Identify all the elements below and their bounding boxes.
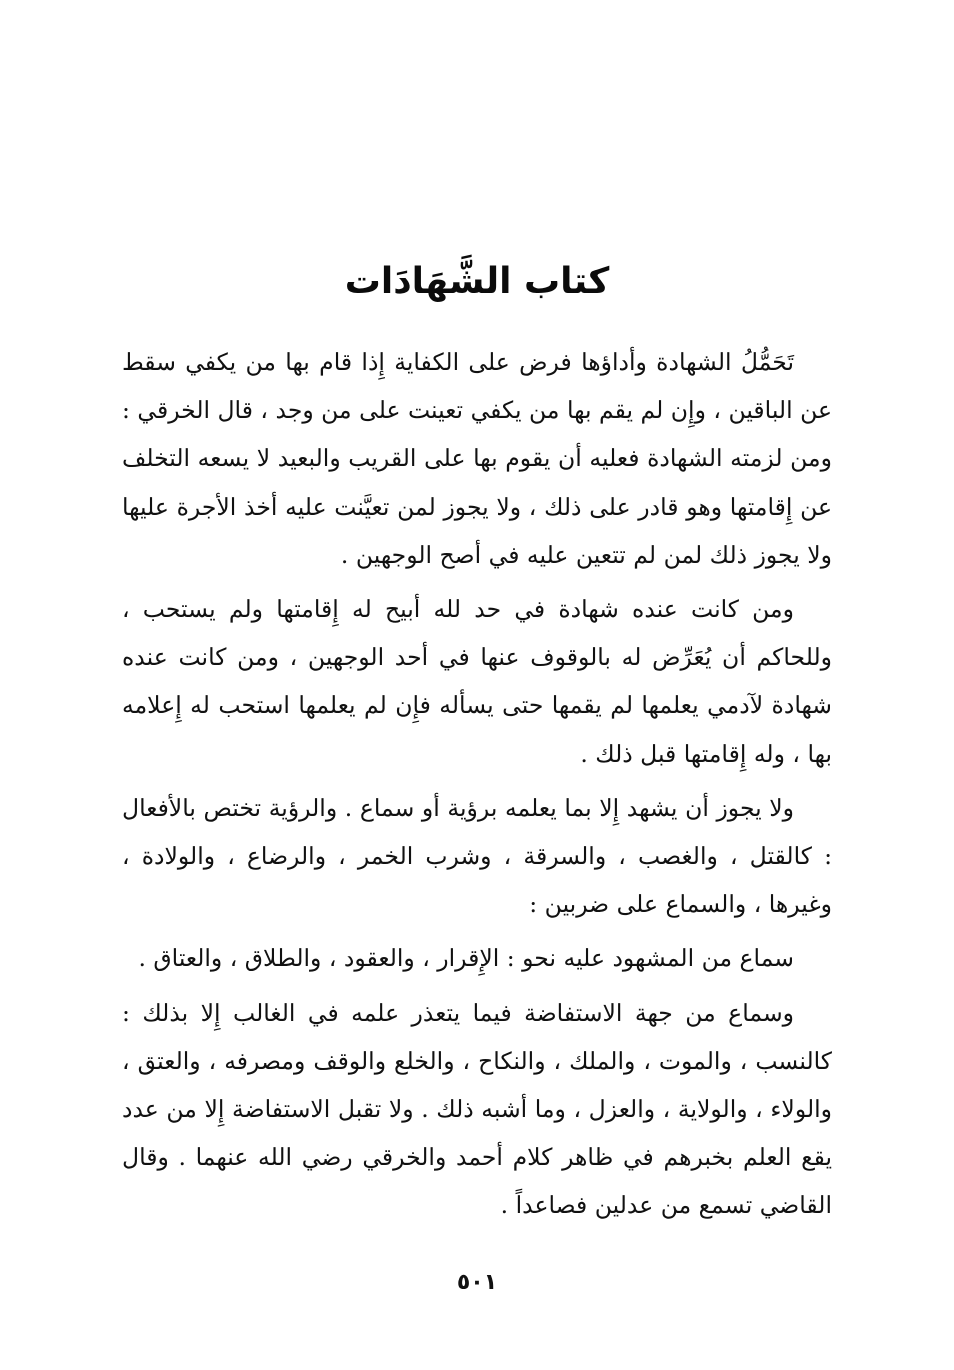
page-number: ٥٠١: [456, 1270, 498, 1295]
paragraph-2: ومن كانت عنده شهادة في حد لله أبيح له إِقامتها ولم يستحب ، وللحاكم أن يُعَرِّض له بالوقوف عنها في أحد الوجهين ، ومن كانت عنده شهادة لآدمي يعلمها لم يقمها حتى يسأله فإِن لم يعلمها استحب له إِعلامه بها ، وله إِقامتها قبل ذلك .: [122, 595, 832, 768]
paragraph-4: سماع من المشهود عليه نحو : الإِقرار ، والعقود ، والطلاق ، والعتاق .: [138, 944, 794, 973]
chapter-title: كتاب الشَّهَادَات: [344, 261, 610, 303]
paragraph-3: ولا يجوز أن يشهد إِلا بما يعلمه برؤية أو سماع . والرؤية تختص بالأفعال : كالقتل ، والغصب ، والسرقة ، وشرب الخمر ، والرضاع ، والولادة ، وغيرها ، والسماع على ضربين :: [122, 793, 832, 919]
paragraph-1: تَحَمُّلُ الشهادة وأداؤها فرض على الكفاية إِذا قام بها من يكفي سقط عن الباقين ، وإِن لم يقم بها من يكفي تعينت على من وجد ، قال الخرقي : ومن لزمته الشهادة فعليه أن يقوم بها على القريب والبعيد لا يسعه التخلف عن إِقامتها وهو قادر على ذلك ، ولا يجوز لمن تعيَّنت عليه أخذ الأجرة عليها ولا يجوز ذلك لمن لم تتعين عليه في أصح الوجهين .: [121, 348, 832, 569]
page-body: [122, 338, 832, 1236]
paragraph-5: وسماع من جهة الاستفاضة فيما يتعذر علمه في الغالب إِلا بذلك : كالنسب ، والموت ، والملك ، والنكاح ، والخلع والوقف ومصرفه ، والعتق ، والولاء ، والولاية ، والعزل ، وما أشبه ذلك . ولا تقبل الاستفاضة إِلا من عدد يقع العلم بخبرهم في ظاهر كلام أحمد والخرقي رضي الله عنهما . وقال القاضي تسمع من عدلين فصاعداً .: [122, 998, 832, 1220]
